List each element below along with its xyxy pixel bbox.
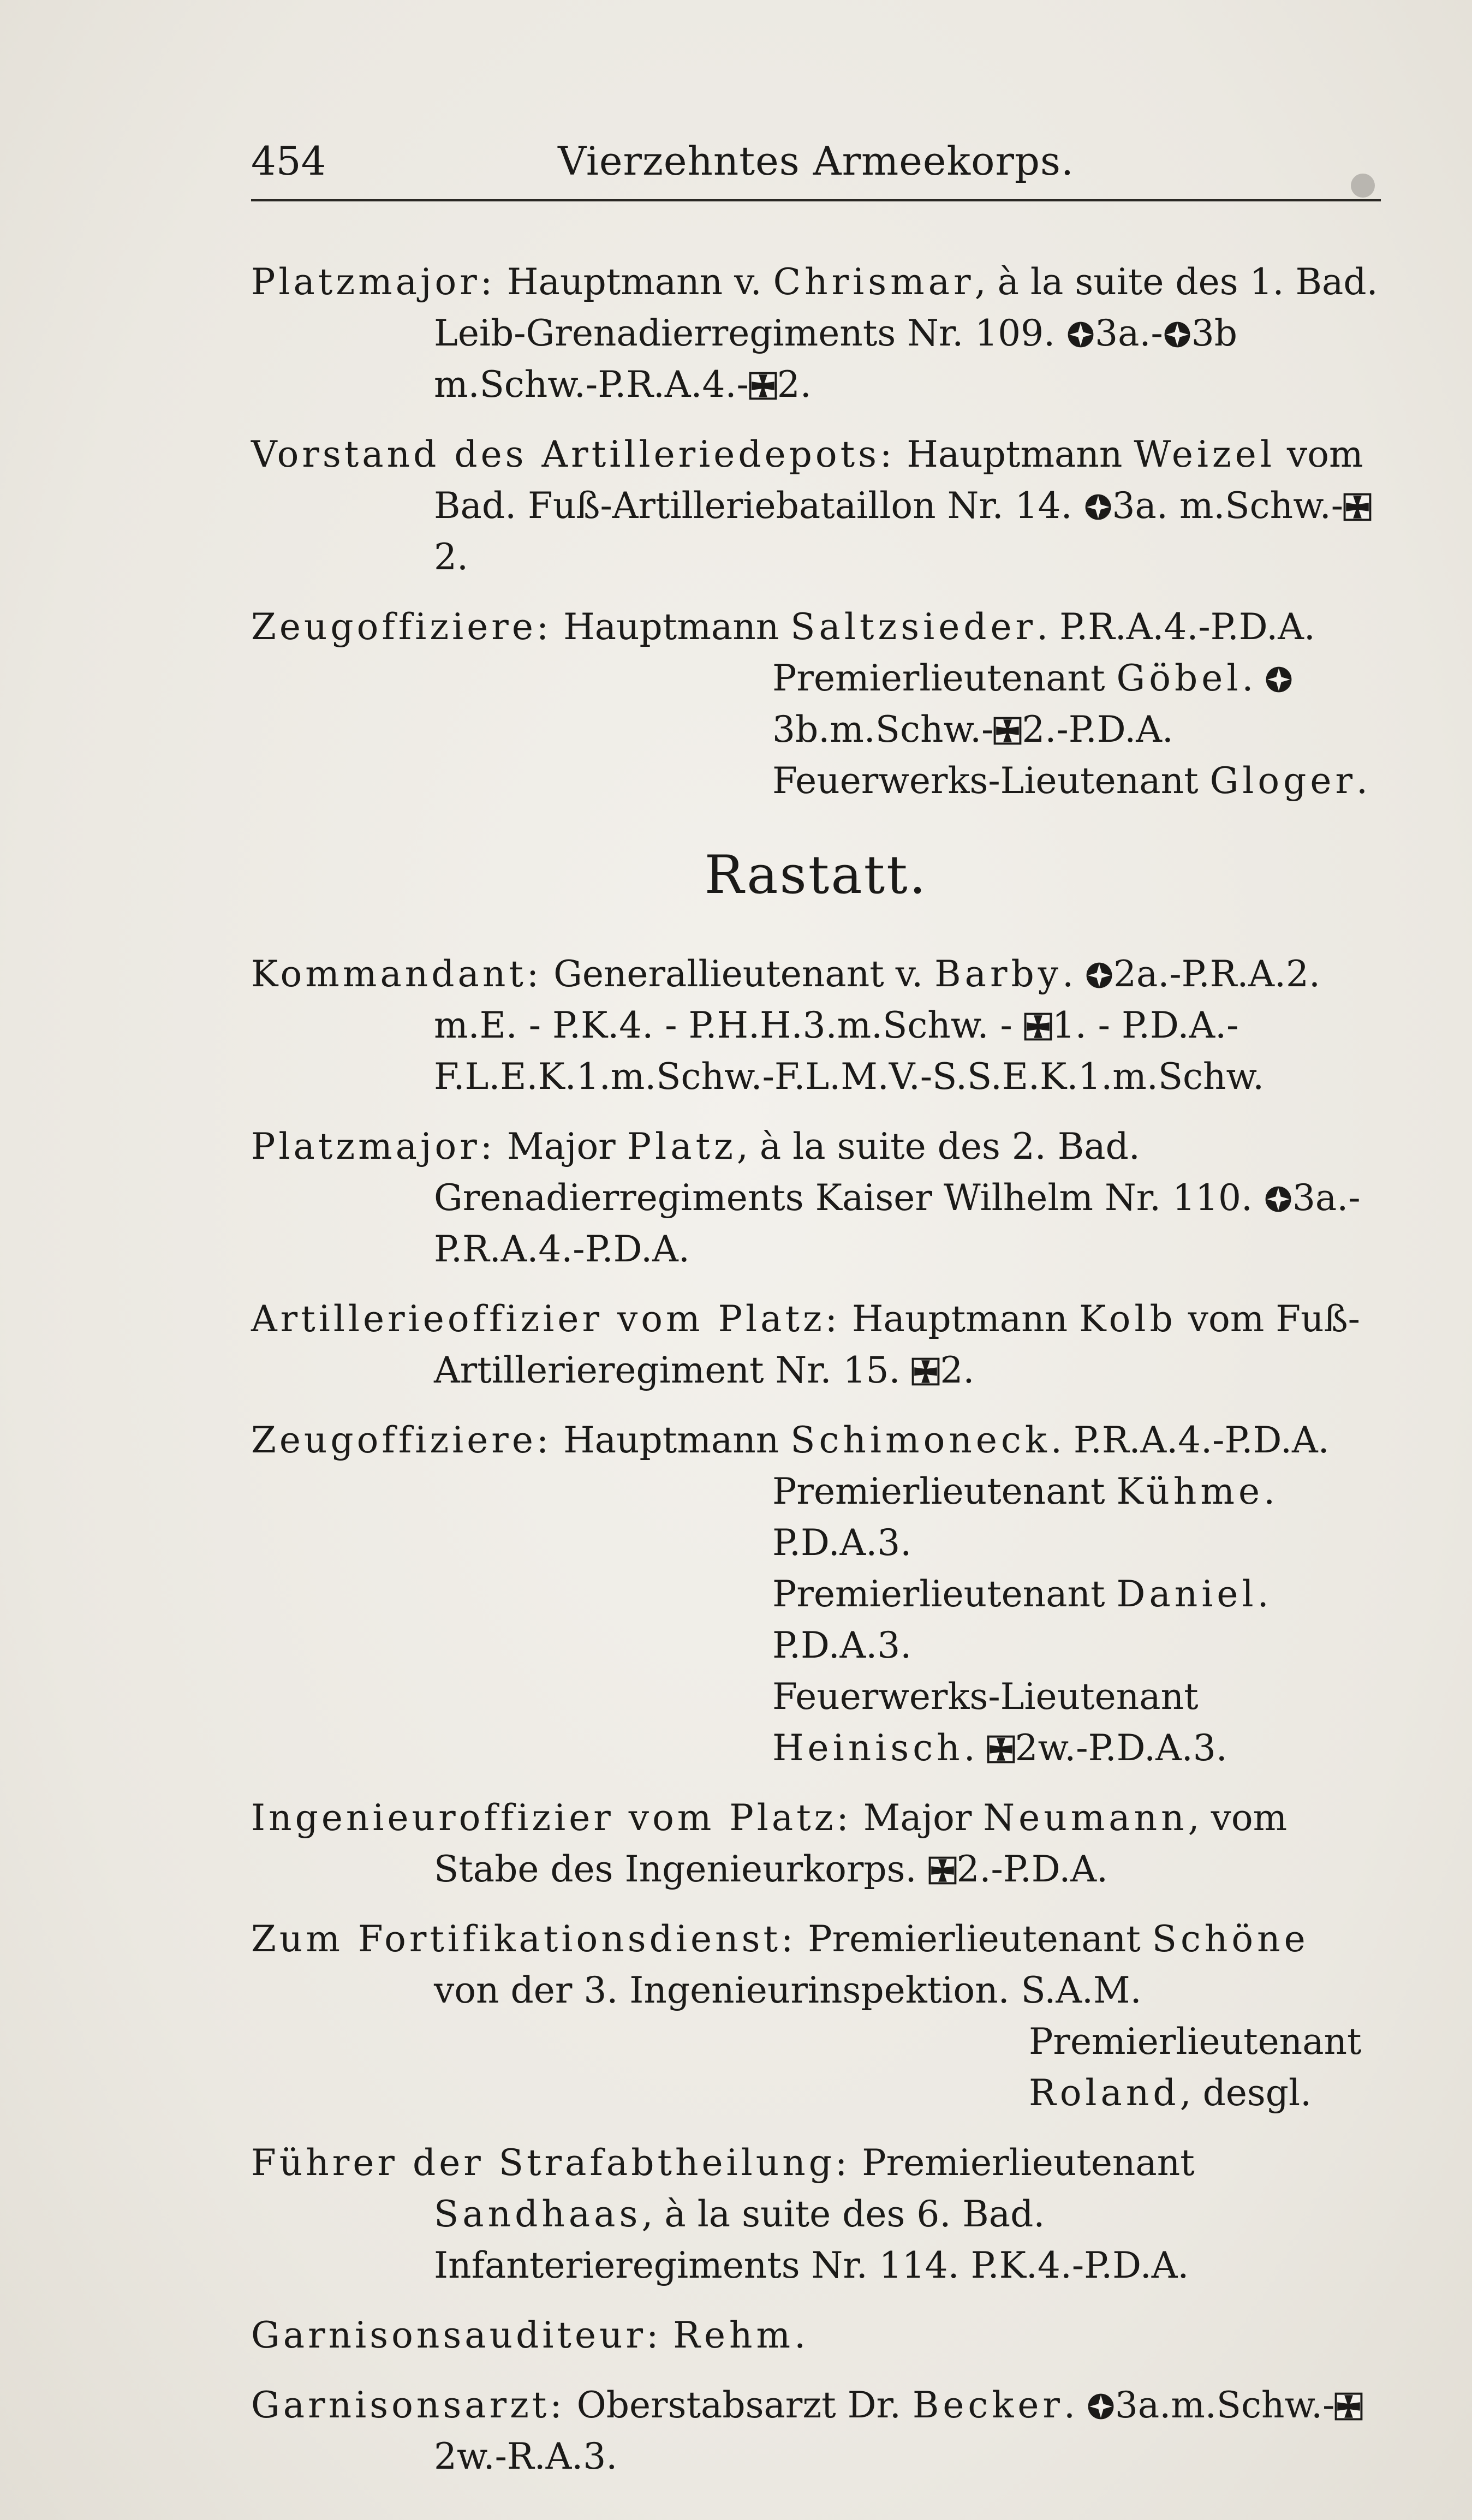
entry-text: 3b m.Schw.-P.R.A.4.- [434,312,1237,406]
entry-heading: Platzmajor: [251,261,496,303]
entry-text: . P.D.A.3. [772,1573,1269,1666]
entry-text: 3a.m.Schw.- [1115,2384,1335,2426]
entry-text: Major [496,1125,627,1167]
entry-text: , à la suite des 1. Bad. Leib-Grenadierregiments Nr. 109. [434,261,1378,354]
iron-cross-icon [1024,1012,1052,1041]
star-order-icon [1066,320,1095,349]
entry-heading: Vorstand des Artilleriedepots: [251,433,896,475]
person-name: Becker [912,2384,1064,2426]
entry-text: 2w.-R.A.3. [434,2435,618,2477]
entry-text: Hauptmann [895,433,1134,475]
entry-text: Hauptmann [552,1419,791,1461]
entry-text: , desgl. [1179,2072,1312,2114]
entry-heading: Zeugoffiziere: [251,606,552,648]
entry-heading: Zum Fortifikationsdienst: [251,1918,797,1960]
entry-zeugoffiziere-freiburg [251,601,1381,807]
iron-cross-icon [911,1357,940,1386]
entry-heading: Garnisonsauditeur: [251,2314,662,2356]
entry-text: vom Bad. Fuß-Artilleriebataillon Nr. 14. [434,433,1363,527]
city-heading: Rastatt. [704,844,928,905]
person-name: Göbel [1116,657,1242,699]
entry-text: 3b.m.Schw.- [772,708,994,750]
person-name: Chrismar [773,261,975,303]
sub-entry [434,1569,1381,1671]
entry-text [661,2314,673,2356]
entry-text: Premierlieutenant [772,1573,1117,1615]
entry-text: Oberstabsarzt Dr. [565,2384,913,2426]
person-name: Schöne [1152,1918,1309,1960]
entry-text: 3a.- [1095,312,1163,354]
entry-text: 2w.-P.D.A.3. [1015,1727,1227,1769]
page-header [251,131,1381,191]
star-order-icon [1085,961,1113,990]
entry-kommandant [251,949,1381,1103]
person-name: Kolb [1079,1298,1177,1340]
entry-text: 2.-P.D.A. [956,1848,1108,1890]
entry-platzmajor-rastatt [251,1121,1381,1275]
person-name: Barby [934,953,1063,995]
entry-text: 1. - P.D.A.-F.L.E.K.1.m.Schw.-F.L.M.V.-S.S.E.K.1.m.Schw. [434,1004,1265,1098]
iron-cross-icon [928,1856,957,1885]
person-name: Gloger [1209,760,1357,802]
iron-cross-icon [749,372,777,400]
entry-heading: Zeugoffiziere: [251,1419,552,1461]
entry-text: 2.-P.D.A. [1022,708,1173,750]
entry-heading: Platzmajor: [251,1125,496,1167]
entry-text: . P.R.A.4.-P.D.A. [1036,606,1315,648]
header-rule [251,199,1381,201]
entry-vorstand-artilleriedepot [251,429,1381,583]
entry-heading: Kommandant: [251,953,543,995]
person-name: Sandhaas [434,2193,642,2235]
entry-text: von der 3. Ingenieurinspektion. S.A.M. [434,1969,1142,2011]
star-order-icon [1265,665,1293,694]
entry-text: . [1356,760,1368,802]
person-name: Heinisch [772,1727,964,1769]
entry-text: 2. [777,364,812,406]
sub-entry [434,2016,1381,2119]
page-number: 454 [251,138,326,184]
sub-entry [434,1466,1381,1569]
entry-text: . [963,1727,987,1769]
entry-text: Generallieutenant v. [542,953,935,995]
person-name: Platz [627,1125,737,1167]
entry-text: . P.D.A.3. [772,1470,1276,1564]
entry-garnisonsarzt [251,2380,1381,2482]
person-name: Daniel [1116,1573,1258,1615]
entry-strafabtheilung [251,2137,1381,2291]
person-name: Neumann [983,1797,1188,1839]
entry-artillerieoffizier [251,1294,1381,1396]
entry-text: . [1063,2384,1087,2426]
entry-text: , à la suite des 2. Bad. Grenadierregiments Kaiser Wilhelm Nr. 110. [434,1125,1264,1219]
entry-text: 3a.-P.R.A.4.-P.D.A. [434,1177,1361,1270]
entry-text: Premierlieutenant [850,2142,1195,2184]
iron-cross-icon [987,1735,1015,1764]
person-name: Saltzsieder [790,606,1037,648]
iron-cross-icon [1334,2392,1363,2421]
entry-platzmajor-freiburg [251,257,1381,410]
entry-text: 2a.-P.R.A.2. m.E. - P.K.4. - P.H.H.3.m.Schw. - [434,953,1320,1046]
entry-text: . [794,2314,806,2356]
entry-text: Premierlieutenant [1029,2021,1362,2063]
entry-text: Feuerwerks-Lieutenant [772,760,1210,802]
entry-heading: Ingenieuroffizier vom Platz: [251,1797,852,1839]
entry-fortifikationsdienst [251,1914,1381,2119]
entry-zeugoffiziere-rastatt [251,1415,1381,1774]
person-name: Rehm [673,2314,795,2356]
entry-ingenieuroffizier [251,1792,1381,1895]
person-name: Roland [1029,2072,1180,2114]
person-name: Kühme [1116,1470,1264,1512]
sub-entry [434,1671,1381,1774]
sub-entry [434,653,1381,755]
ink-blot [1351,174,1375,198]
entry-text: , à la suite des 6. Bad. Infanterieregiments Nr. 114. P.K.4.-P.D.A. [434,2193,1189,2286]
entry-heading: Führer der Strafabtheilung: [251,2142,851,2184]
entry-garnisonsauditeur [251,2310,1381,2361]
entry-text: Premierlieutenant [772,657,1117,699]
star-order-icon [1087,2392,1115,2421]
entry-text: Premierlieutenant [772,1470,1117,1512]
entry-text: Hauptmann [841,1298,1080,1340]
person-name: Weizel [1134,433,1276,475]
star-order-icon [1264,1185,1292,1213]
running-title: Vierzehntes Armeekorps. [558,138,1074,184]
iron-cross-icon [993,717,1022,745]
entry-text: 3a. m.Schw.- [1112,485,1344,527]
entry-text: Premierlieutenant [796,1918,1152,1960]
iron-cross-icon [1343,493,1372,521]
entry-text: vom Fuß-Artillerieregiment Nr. 15. [434,1298,1360,1391]
star-order-icon [1084,493,1112,521]
entry-text: . P.R.A.4.-P.D.A. [1050,1419,1330,1461]
entry-text: Hauptmann v. [496,261,773,303]
entry-heading: Garnisonsarzt: [251,2384,565,2426]
sub-entry [434,755,1381,807]
entry-text: Major [851,1797,984,1839]
person-name: Schimoneck [790,1419,1051,1461]
entry-text: , vom Stabe des Ingenieurkorps. [434,1797,1288,1890]
entry-text: Hauptmann [552,606,791,648]
entry-text: Feuerwerks-Lieutenant [772,1676,1199,1718]
star-order-icon [1163,320,1191,349]
entry-text: . [1062,953,1086,995]
entry-heading: Artillerieoffizier vom Platz: [251,1298,841,1340]
page-content [251,257,1381,2501]
entry-text: 2. [940,1349,975,1391]
entry-text: . [1242,657,1265,699]
entry-text: 2. [434,536,468,578]
